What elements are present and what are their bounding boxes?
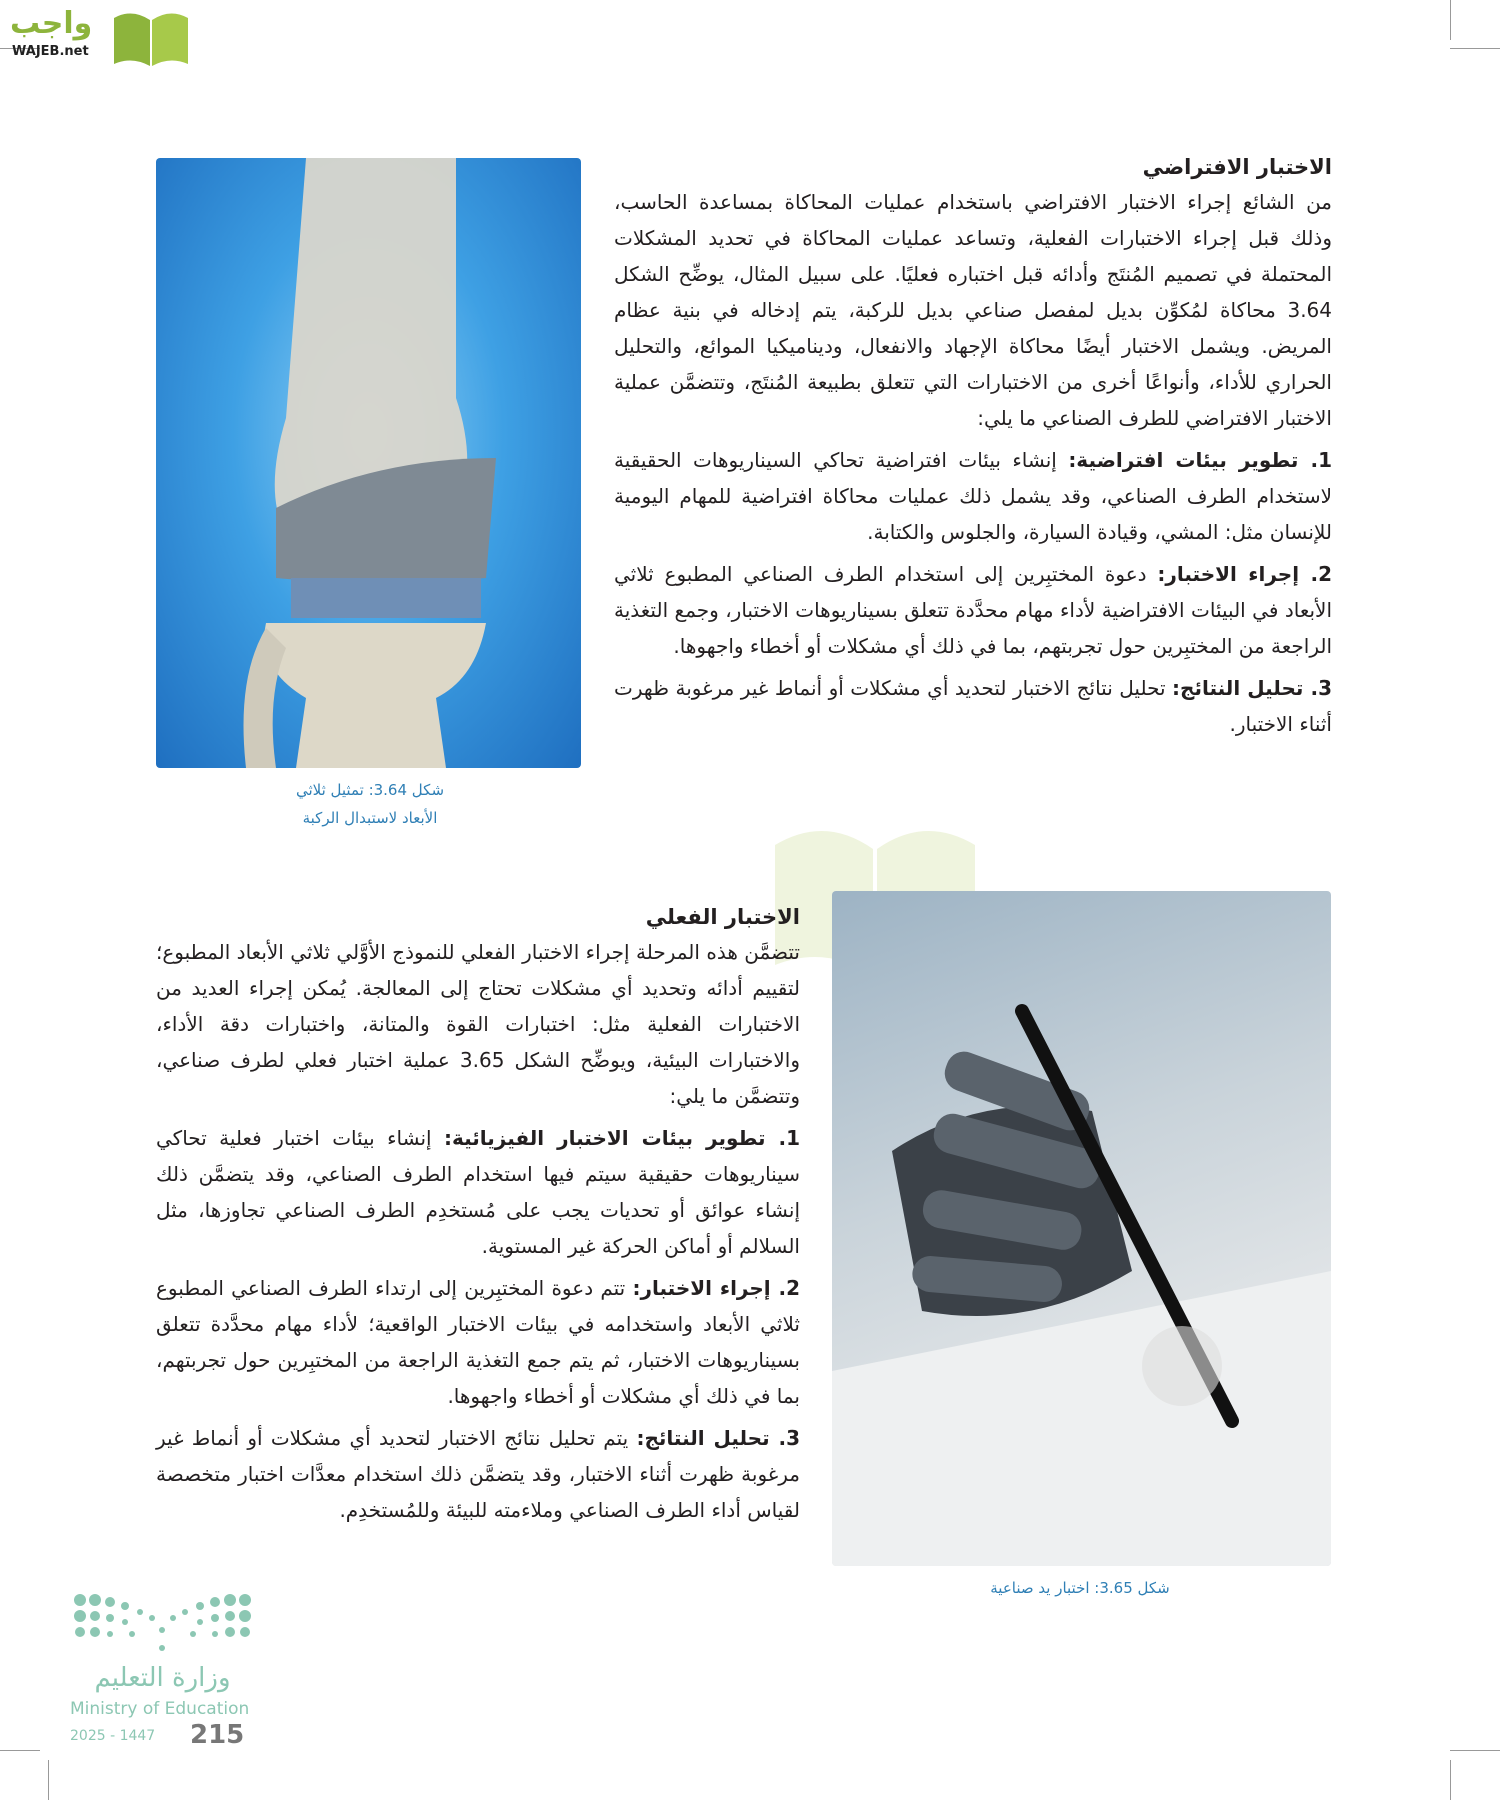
crop-mark	[48, 1760, 49, 1800]
list-item	[156, 1120, 800, 1264]
caption-line: شكل 3.64: تمثيل ثلاثي	[295, 781, 445, 799]
crop-mark	[1450, 1760, 1451, 1800]
crop-mark	[1450, 0, 1451, 40]
ministry-english: Ministry of Education	[70, 1699, 250, 1719]
figure-365-caption: شكل 3.65: اختبار يد صناعية	[990, 1579, 1170, 1597]
item-title: 1. تطوير بيئات الاختبار الفيزيائية:	[443, 1126, 800, 1150]
list-item	[156, 1420, 800, 1528]
item-text: إنشاء بيئات افتراضية تحاكي السيناريوهات الحقيقية لاستخدام الطرف الصناعي، وقد يشمل ذلك عمليات محاكاة افتراضية للمهام اليومية للإنسان مثل: المشي، وقيادة السيارة، والجلوس والكتابة.	[614, 448, 1332, 544]
page-number: 215	[190, 1720, 245, 1750]
ministry-logo	[70, 1590, 300, 1760]
prosthetic-hand-image	[832, 891, 1331, 1566]
knee-replacement-image	[156, 158, 581, 768]
ministry-year: 2025 - 1447	[70, 1728, 156, 1744]
caption-line: الأبعاد لاستبدال الركبة	[302, 809, 438, 827]
logo-arabic: واجب	[10, 6, 93, 41]
logo-latin: WAJEB.net	[12, 44, 89, 59]
actual-testing-section	[156, 900, 800, 1534]
list-item	[614, 556, 1332, 664]
ministry-dots-icon	[70, 1590, 255, 1655]
virtual-testing-section	[614, 150, 1332, 748]
item-text: يتم تحليل نتائج الاختبار لتحديد أي مشكلات أو أنماط غير مرغوبة ظهرت أثناء الاختبار، وقد يتضمَّن ذلك استخدام معدَّات اختبار متخصصة لقياس أداء الطرف الصناعي وملاءمته للبيئة وللمُستخدِم.	[156, 1426, 800, 1522]
item-title: 3. تحليل النتائج:	[1172, 676, 1332, 700]
item-title: 2. إجراء الاختبار:	[632, 1276, 801, 1300]
item-text: تحليل نتائج الاختبار لتحديد أي مشكلات أو أنماط غير مرغوبة ظهرت أثناء الاختبار.	[614, 676, 1332, 736]
item-title: 1. تطوير بيئات افتراضية:	[1068, 448, 1332, 472]
item-title: 2. إجراء الاختبار:	[1157, 562, 1332, 586]
crop-mark	[0, 1750, 40, 1751]
section-heading: الاختبار الفعلي	[645, 905, 800, 929]
hand-illustration	[832, 891, 1331, 1566]
section-heading: الاختبار الافتراضي	[1142, 155, 1332, 179]
list-item	[614, 442, 1332, 550]
paragraph: تتضمَّن هذه المرحلة إجراء الاختبار الفعلي للنموذج الأوَّلي ثلاثي الأبعاد المطبوع؛ لتقييم أدائه وتحديد أي مشكلات تحتاج إلى المعالجة. يُمكن إجراء العديد من الاختبارات الفعلية مثل: اختبارات القوة والمتانة، واختبارات دقة الأداء، والاختبارات البيئية، ويوضِّح الشكل 3.65 عملية اختبار فعلي لطرف صناعي، وتتضمَّن ما يلي:	[156, 940, 801, 1108]
item-text: تتم دعوة المختبِرين إلى ارتداء الطرف الصناعي المطبوع ثلاثي الأبعاد واستخدامه في بيئات الاختبار الواقعية؛ لأداء مهام محدَّدة تتعلق بسيناريوهات الاختبار، ثم يتم جمع التغذية الراجعة من المختبِرين حول تجربتهم، بما في ذلك أي مشكلات أو أخطاء واجهوها.	[156, 1276, 800, 1408]
ministry-arabic: وزارة التعليم	[94, 1663, 231, 1693]
knee-illustration	[156, 158, 581, 768]
figure-364-caption	[230, 776, 510, 832]
crop-mark	[1450, 1750, 1500, 1751]
list-item	[156, 1270, 800, 1414]
paragraph: من الشائع إجراء الاختبار الافتراضي باستخدام عمليات المحاكاة بمساعدة الحاسب، وذلك قبل إجراء الاختبارات الفعلية، وتساعد عمليات المحاكاة في تحديد المشكلات المحتملة في تصميم المُنتَج وأدائه قبل اختباره فعليًا. على سبيل المثال، يوضِّح الشكل 3.64 محاكاة لمُكوِّن بديل لمفصل صناعي بديل للركبة، يتم إدخاله في بنية عظام المريض. ويشمل الاختبار أيضًا محاكاة الإجهاد والانفعال، وديناميكيا الموائع، والتحليل الحراري للأداء، وأنواعًا أخرى من الاختبارات التي تتعلق بطبيعة المُنتَج، وتتضمَّن عملية الاختبار الافتراضي للطرف الصناعي ما يلي:	[614, 190, 1332, 430]
item-text: دعوة المختبِرين إلى استخدام الطرف الصناعي المطبوع ثلاثي الأبعاد في البيئات الافتراضية لأداء مهام محدَّدة تتعلق بسيناريوهات الاختبار، وجمع التغذية الراجعة من المختبِرين حول تجربتهم، بما في ذلك أي مشكلات أو أخطاء واجهوها.	[614, 562, 1332, 658]
item-text: إنشاء بيئات اختبار فعلية تحاكي سيناريوهات حقيقية سيتم فيها استخدام الطرف الصناعي، وقد يتضمَّن ذلك إنشاء عوائق أو تحديات يجب على مُستخدِم الطرف الصناعي تجاوزها، مثل السلالم أو أماكن الحركة غير المستوية.	[156, 1126, 800, 1258]
list-item	[614, 670, 1332, 742]
wajeb-logo[interactable]	[10, 6, 190, 66]
crop-mark	[1450, 48, 1500, 49]
book-icon	[110, 8, 192, 68]
item-title: 3. تحليل النتائج:	[636, 1426, 800, 1450]
